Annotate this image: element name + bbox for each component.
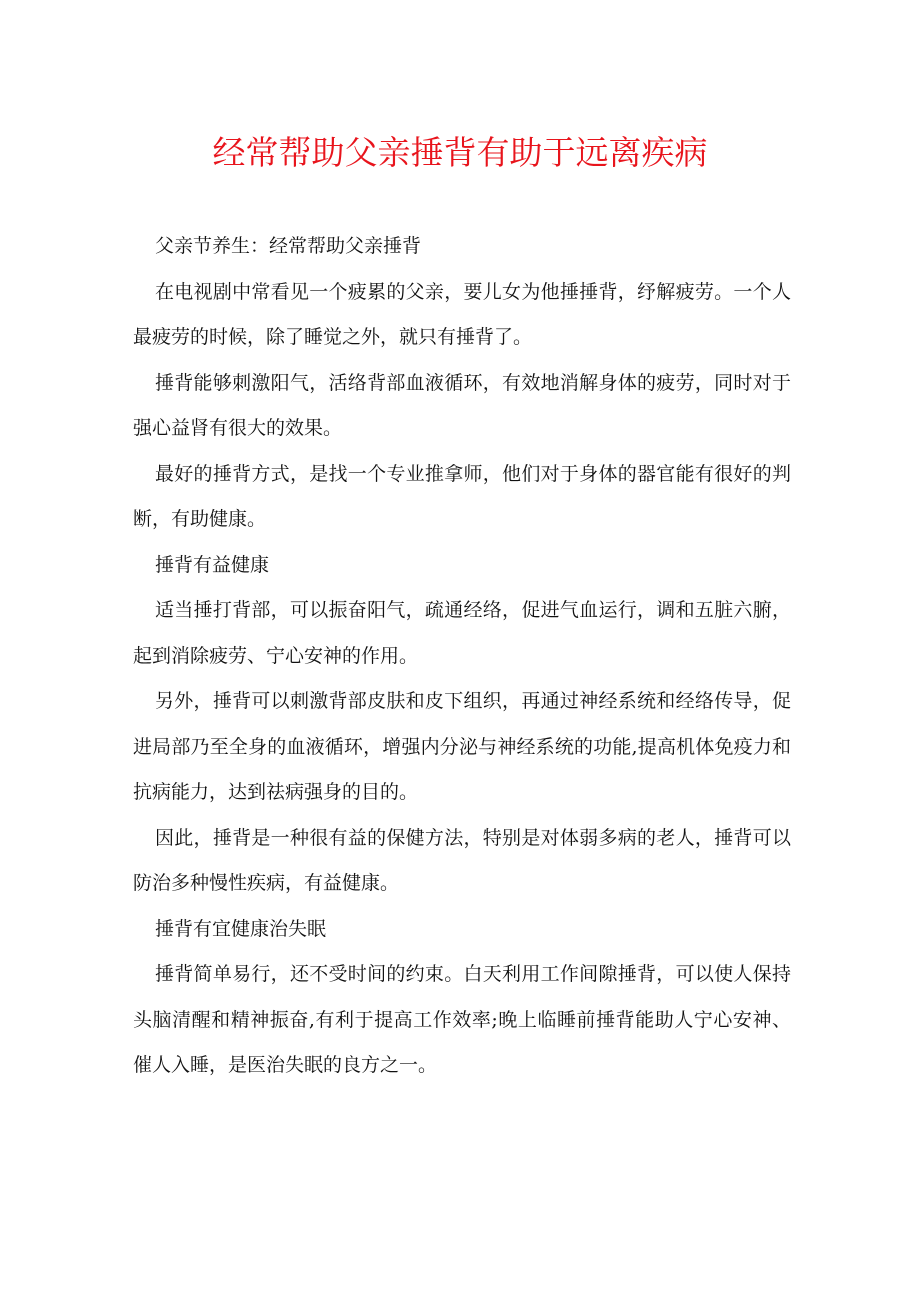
paragraph: 在电视剧中常看见一个疲累的父亲，要儿女为他捶捶背，纾解疲劳。一个人最疲劳的时候，除了睡觉之外，就只有捶背了。 [133, 280, 791, 348]
section-heading: 捶背有宜健康治失眠 [155, 917, 327, 940]
paragraph: 父亲节养生：经常帮助父亲捶背 [155, 235, 422, 257]
paragraph: 适当捶打背部，可以振奋阳气，疏通经络，促进气血运行，调和五脏六腑，起到消除疲劳、宁心安神的作用。 [133, 599, 791, 667]
document-body [133, 224, 791, 1089]
section-heading: 捶背有益健康 [155, 553, 270, 576]
paragraph: 捶背能够刺激阳气，活络背部血液循环，有效地消解身体的疲劳，同时对于强心益肾有很大的效果。 [133, 371, 791, 439]
paragraph: 捶背简单易行，还不受时间的约束。白天利用工作间隙捶背，可以使人保持头脑清醒和精神振奋,有利于提高工作效率;晚上临睡前捶背能助人宁心安神、催人入睡，是医治失眠的良方之一。 [133, 963, 791, 1076]
document-title: 经常帮助父亲捶背有助于远离疾病 [212, 133, 708, 172]
paragraph: 最好的捶背方式，是找一个专业推拿师，他们对于身体的器官能有很好的判断，有助健康。 [133, 462, 791, 530]
paragraph: 因此，捶背是一种很有益的保健方法，特别是对体弱多病的老人，捶背可以防治多种慢性疾病，有益健康。 [133, 826, 791, 894]
paragraph: 另外，捶背可以刺激背部皮肤和皮下组织，再通过神经系统和经络传导，促进局部乃至全身的血液循环，增强内分泌与神经系统的功能,提高机体免疫力和抗病能力，达到祛病强身的目的。 [133, 690, 791, 803]
